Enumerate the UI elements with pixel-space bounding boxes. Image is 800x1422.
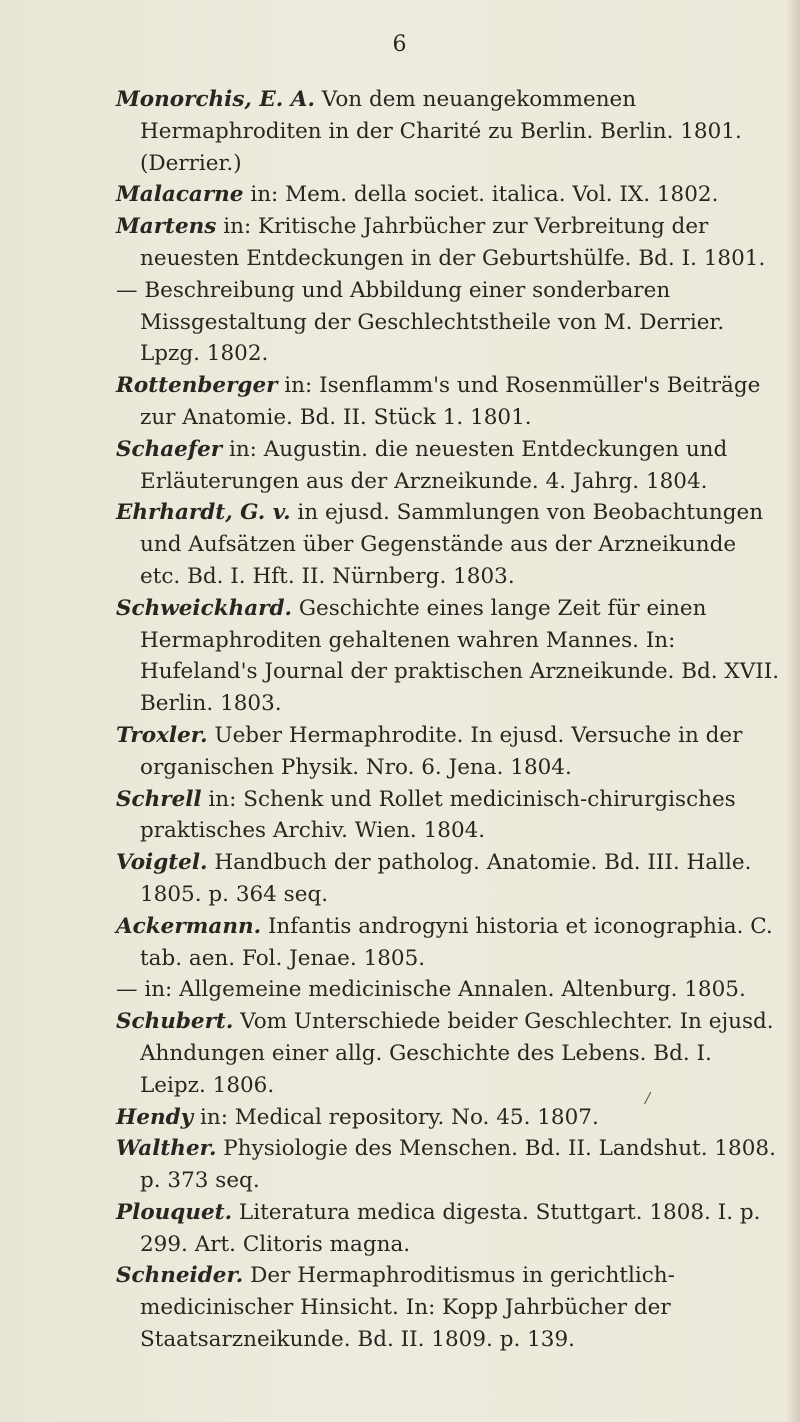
entry-text: — in: Allgemeine medicinische Annalen. Altenburg. 1805.: [116, 977, 746, 1003]
page-edge-shadow: [786, 0, 800, 1422]
entry-author: Malacarne: [116, 182, 244, 208]
bibliography-entry: [116, 1133, 783, 1197]
entry-author: Schubert.: [116, 1009, 234, 1035]
entry-author: Voigtel.: [116, 850, 208, 876]
bibliography-entry: [116, 784, 780, 848]
bibliography-entry: [116, 1006, 780, 1101]
bibliography-entry: [116, 911, 780, 975]
entry-author: Hendy: [116, 1104, 194, 1130]
bibliography-entry: [116, 84, 780, 179]
entry-author: Schweickhard.: [116, 595, 292, 621]
entry-text: — Beschreibung und Abbildung einer sonderbaren Missgestaltung der Geschlechtstheile von M. Derrier. Lpzg. 1802.: [116, 277, 732, 367]
entry-author: Rottenberger: [116, 373, 278, 399]
bibliography-entry: [116, 1102, 780, 1134]
entry-text: Ueber Hermaphrodite. In ejusd. Versuche in der organischen Physik. Nro. 6. Jena. 1804.: [140, 722, 750, 780]
entry-author: Schneider.: [116, 1263, 244, 1289]
entry-author: Troxler.: [116, 722, 208, 748]
page-number: 6: [392, 32, 408, 57]
entry-text: Von dem neuangekommenen Hermaphroditen in der Charité zu Berlin. Berlin. 1801. (Derrier.): [140, 87, 749, 176]
bibliography-entry: [116, 497, 780, 592]
entry-text: in: Mem. della societ. italica. Vol. IX. 1802.: [243, 182, 719, 208]
entry-text: Der Hermaphroditismus in gerichtlich-medicinischer Hinsicht. In: Kopp Jahrbücher der Staatsarzneikunde. Bd. II. 1809. p. 139.: [140, 1263, 678, 1353]
bibliography-entry: [116, 1197, 780, 1261]
entry-author: Plouquet.: [116, 1199, 233, 1225]
entry-text: Vom Unterschiede beider Geschlechter. In ejusd. Ahndungen einer allg. Geschichte des Lebens. Bd. I. Leipz. 1806.: [140, 1009, 781, 1098]
entry-author: Schaefer: [116, 436, 223, 462]
entry-text: Literatura medica digesta. Stuttgart. 1808. I. p. 299. Art. Clitoris magna.: [140, 1199, 768, 1257]
bibliography-entry: [116, 211, 780, 275]
bibliography-entry: [116, 370, 780, 434]
entry-text: in: Kritische Jahrbücher zur Verbreitung der neuesten Entdeckungen in der Geburtshülfe. Bd. I. 1801.: [140, 214, 766, 271]
entry-author: Ackermann.: [116, 913, 262, 939]
entry-author: Schrell: [116, 786, 202, 812]
entry-author: Martens: [116, 214, 217, 240]
bibliography-entry: [116, 847, 780, 911]
entry-author: Walther.: [116, 1136, 217, 1162]
bibliography-entry: [116, 179, 780, 211]
entry-author: Ehrhardt, G. v.: [116, 500, 291, 526]
bibliography-entry: [116, 275, 780, 370]
bibliography-entry: [116, 974, 780, 1006]
entry-text: Physiologie des Menschen. Bd. II. Landshut. 1808. p. 373 seq.: [140, 1136, 783, 1194]
bibliography-entry: [116, 1260, 780, 1355]
bibliography-list: [116, 84, 786, 1356]
entry-author: Monorchis, E. A.: [116, 87, 315, 112]
entry-text: in: Isenflamm's und Rosenmüller's Beiträge zur Anatomie. Bd. II. Stück 1. 1801.: [140, 373, 768, 430]
bibliography-entry: [116, 593, 786, 720]
entry-text: Handbuch der patholog. Anatomie. Bd. III. Halle. 1805. p. 364 seq.: [140, 850, 759, 907]
stray-pencil-mark: /: [643, 1087, 652, 1108]
entry-text: in: Augustin. die neuesten Entdeckungen und Erläuterungen aus der Arzneikunde. 4. Jahrg. 1804.: [140, 436, 735, 494]
entry-text: in: Schenk und Rollet medicinisch-chirurgisches praktisches Archiv. Wien. 1804.: [140, 786, 743, 844]
entry-text: Geschichte eines lange Zeit für einen Hermaphroditen gehaltenen wahren Mannes. In: Hufeland's Journal der praktischen Arzneikunde. Bd. XVII. Berlin. 1803.: [140, 595, 786, 717]
entry-text: in: Medical repository. No. 45. 1807.: [193, 1104, 599, 1130]
bibliography-entry: [116, 720, 780, 784]
bibliography-entry: [116, 434, 780, 498]
entry-text: Infantis androgyni historia et iconographia. C. tab. aen. Fol. Jenae. 1805.: [140, 913, 780, 971]
entry-text: in ejusd. Sammlungen von Beobachtungen und Aufsätzen über Gegenstände aus der Arzneikunde etc. Bd. I. Hft. II. Nürnberg. 1803.: [140, 500, 770, 589]
